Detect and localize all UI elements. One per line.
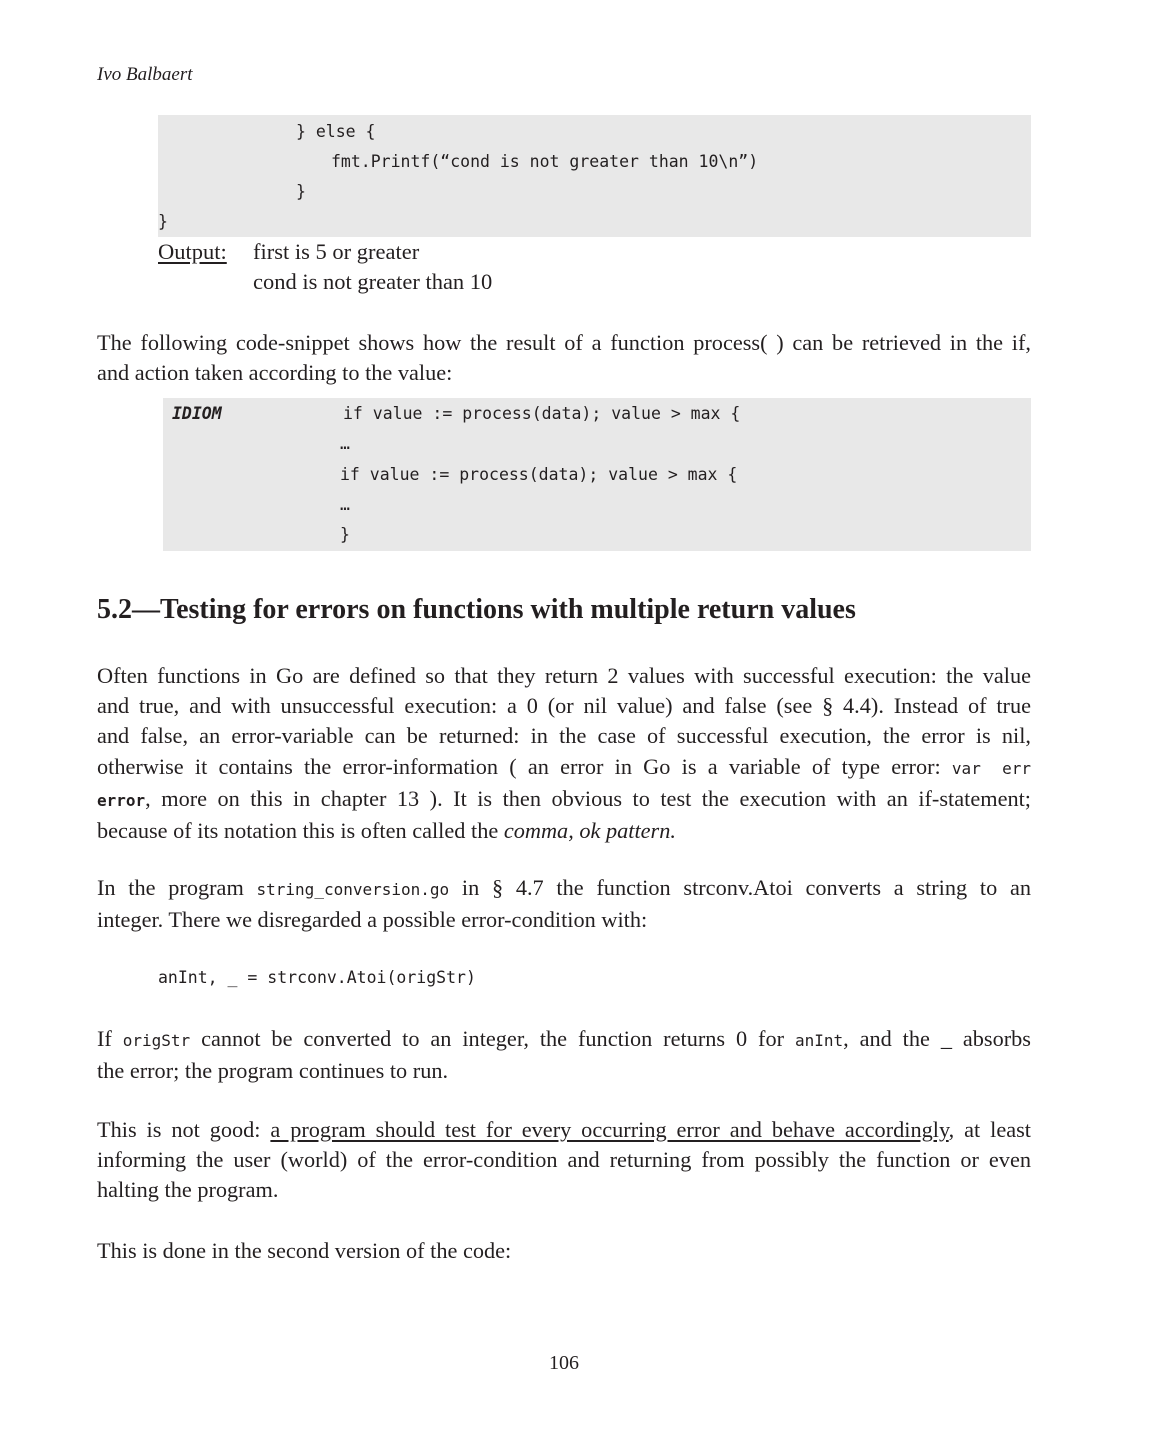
- inline-code-filename: string_conversion.go: [256, 880, 450, 899]
- idiom-label: IDIOM: [172, 404, 222, 423]
- inline-code: error: [97, 790, 146, 810]
- code-block-else: [158, 115, 1031, 237]
- inline-code: var err: [951, 758, 1031, 778]
- paragraph-not-good: [97, 1115, 1031, 1206]
- inline-code: anInt: [794, 1031, 844, 1050]
- text-line: In the program string_conversion.go in § 4.7 the function strconv.Atoi converts a string to an: [97, 875, 1031, 900]
- paragraph-second-version: [97, 1236, 1031, 1266]
- output-label: Output:: [158, 239, 227, 264]
- text-line: and true, and with unsuccessful execution: a 0 (or nil value) and false (see § 4.4). Instead of true: [97, 693, 1031, 719]
- page-number: 106: [549, 1352, 579, 1374]
- underlined-emphasis: a program should test for every occurring error and behave accordingly: [270, 1117, 949, 1142]
- paragraph-multiple-return-values: [97, 661, 1031, 846]
- italic-term: comma, ok pattern.: [503, 818, 676, 844]
- text-line: Often functions in Go are defined so that they return 2 values with successful execution: the value: [97, 663, 1031, 688]
- text-line: The following code-snippet shows how the result of a function process( ) can be retrieved in the if,: [97, 330, 1031, 355]
- paragraph-origstr: [97, 1024, 1031, 1086]
- code-line: …: [340, 434, 350, 453]
- text-line: and false, an error-variable can be returned: in the case of successful execution, the error is nil,: [97, 723, 1031, 749]
- code-snippet-atoi: anInt, _ = strconv.Atoi(origStr): [158, 968, 476, 987]
- running-head-author: Ivo Balbaert: [97, 64, 193, 85]
- section-heading: 5.2—Testing for errors on functions with multiple return values: [97, 594, 856, 625]
- code-line: …: [340, 495, 350, 514]
- code-line: }: [340, 525, 350, 544]
- output-line: cond is not greater than 10: [253, 269, 493, 294]
- text-line: error, more on this in chapter 13 ). It is then obvious to test the execution with an if-statement;: [97, 785, 1031, 811]
- idiom-code-block: [163, 398, 1031, 551]
- text-line: integer. There we disregarded a possible error-condition with:: [97, 907, 648, 933]
- code-line: }: [296, 182, 306, 201]
- text-line: the error; the program continues to run.: [97, 1058, 449, 1084]
- text-line: If origStr cannot be converted to an integer, the function returns 0 for anInt, and the _ absorbs: [97, 1026, 1031, 1051]
- text-line: This is not good: a program should test for every occurring error and behave accordingly, at least: [97, 1117, 1031, 1142]
- code-line: }: [158, 212, 168, 231]
- code-line: fmt.Printf(“cond is not greater than 10\n”): [331, 152, 759, 171]
- text-line: otherwise it contains the error-information ( an error in Go is a variable of type error: var err: [97, 753, 1031, 779]
- paragraph-string-conversion: [97, 873, 1031, 935]
- inline-code: origStr: [122, 1031, 191, 1050]
- text-line: This is done in the second version of the code:: [97, 1238, 512, 1263]
- code-line: if value := process(data); value > max {: [343, 404, 741, 423]
- output-line: first is 5 or greater: [253, 239, 420, 264]
- code-line: } else {: [296, 122, 376, 141]
- intro-paragraph: [97, 328, 1031, 388]
- code-line: if value := process(data); value > max {: [340, 465, 738, 484]
- text-line: informing the user (world) of the error-condition and returning from possibly the function or even: [97, 1147, 1031, 1173]
- text-line: and action taken according to the value:: [97, 360, 453, 386]
- text-line: halting the program.: [97, 1177, 279, 1203]
- text-line: because of its notation this is often called the comma, ok pattern.: [97, 818, 676, 844]
